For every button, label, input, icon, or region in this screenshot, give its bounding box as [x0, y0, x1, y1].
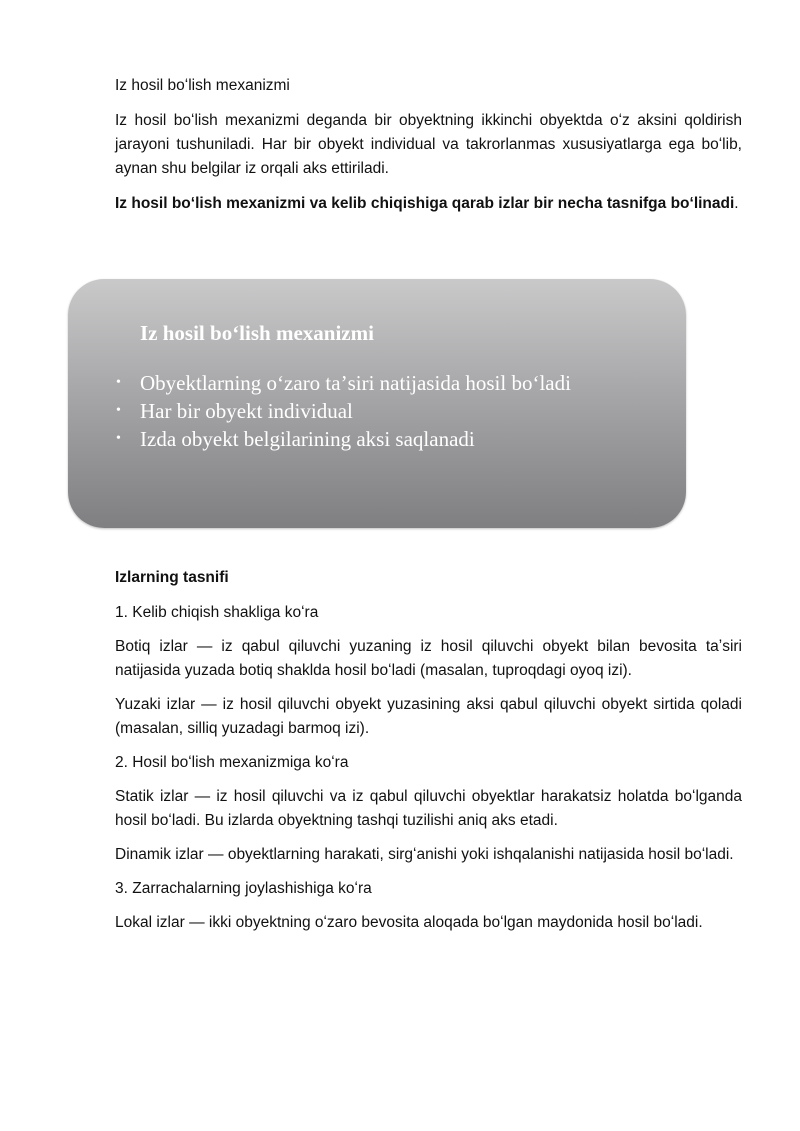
diagram-list-item — [116, 425, 571, 453]
bullet-icon: • — [116, 403, 121, 418]
bullet-icon: • — [116, 375, 121, 390]
diagram-list-item — [116, 397, 571, 425]
diagram-list — [116, 369, 571, 453]
diagram-list-item — [116, 369, 571, 397]
section-3-title: 3. Zarrachalarning joylashishiga koʻra — [115, 880, 372, 897]
intro-bold-statement — [115, 192, 742, 216]
section-2-title: 2. Hosil boʻlish mexanizmiga koʻra — [115, 754, 349, 771]
bullet-icon: • — [116, 431, 121, 446]
section-3-paragraph-1: Lokal izlar — ikki obyektning oʻzaro bevosita aloqada boʻlgan maydonida hosil boʻladi. — [115, 914, 703, 931]
classification-section — [115, 566, 742, 945]
intro-paragraph: Iz hosil boʻlish mexanizmi deganda bir obyektning ikkinchi obyektda oʻz aksini qoldirish jarayoni tushuniladi. Har bir obyekt individual va takrorlanmas xususiyatlarga ega boʻlib, aynan shu belgilar iz orqali aks ettiriladi. — [115, 112, 742, 177]
section-1-paragraph-2: Yuzaki izlar — iz hosil qiluvchi obyekt yuzasining aksi qabul qiluvchi obyekt sirtida qoladi (masalan, silliq yuzadagi barmoq izi). — [115, 696, 742, 737]
diagram-item-text: Har bir obyekt individual — [140, 399, 353, 423]
section-2-paragraph-2: Dinamik izlar — obyektlarning harakati, sirgʻanishi yoki ishqalanishi natijasida hosil boʻladi. — [115, 846, 734, 863]
bold-statement-period: . — [734, 195, 739, 212]
bold-statement-text: Iz hosil boʻlish mexanizmi va kelib chiqishiga qarab izlar bir necha tasnifga boʻlinadi — [115, 195, 735, 212]
mechanism-diagram-box — [68, 279, 686, 528]
intro-section — [115, 74, 742, 227]
section-1-paragraph-1: Botiq izlar — iz qabul qiluvchi yuzaning iz hosil qiluvchi obyekt bilan bevosita taʼsiri natijasida yuzada botiq shaklda hosil boʻladi (masalan, tuproqdagi oyoq izi). — [115, 638, 742, 679]
diagram-title: Iz hosil boʻlish mexanizmi — [140, 321, 374, 345]
section-1-title: 1. Kelib chiqish shakliga koʻra — [115, 604, 319, 621]
diagram-item-text: Izda obyekt belgilarining aksi saqlanadi — [140, 427, 475, 451]
diagram-item-text: Obyektlarning oʻzaro taʼsiri natijasida hosil boʻladi — [140, 371, 571, 395]
classification-heading: Izlarning tasnifi — [115, 569, 229, 586]
intro-title: Iz hosil boʻlish mexanizmi — [115, 77, 290, 94]
section-2-paragraph-1: Statik izlar — iz hosil qiluvchi va iz qabul qiluvchi obyektlar harakatsiz holatda boʻlganda hosil boʻladi. Bu izlarda obyektning tashqi tuzilishi aniq aks etadi. — [115, 788, 742, 829]
